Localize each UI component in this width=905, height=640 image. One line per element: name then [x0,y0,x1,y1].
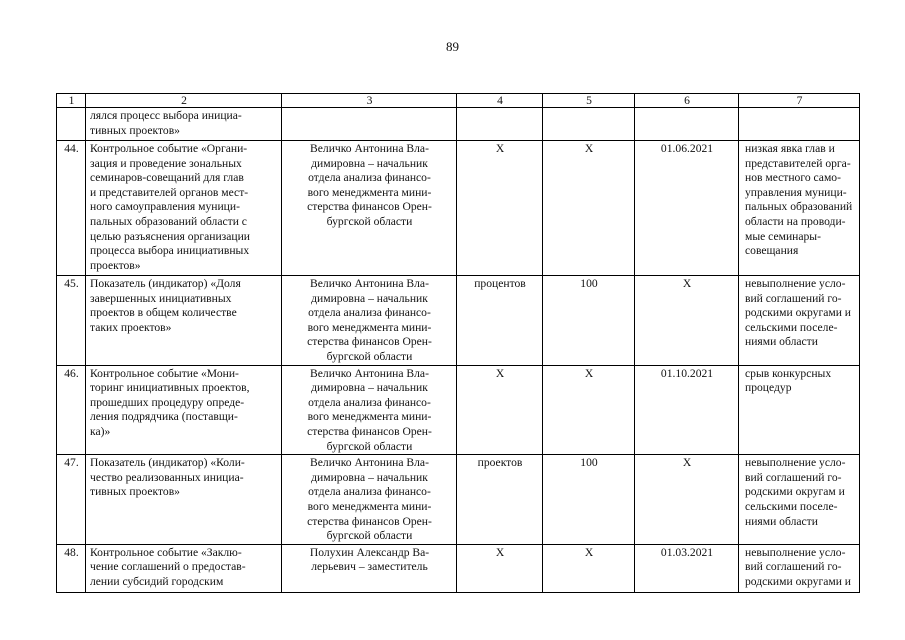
event-description: Показатель (индикатор) «Коли- чество реализованных инициа- тивных проектов» [86,455,282,545]
responsible-person: Величко Антонина Вла- димировна – начальник отдела анализа финансо- вого менеджмента мини- стерства финансов Орен- бургской области [282,141,457,276]
row-number: 47. [57,455,86,545]
table-row [57,455,860,545]
row-number: 46. [57,365,86,455]
header-cell-7: 7 [739,94,860,108]
risk-cell: срыв конкурсных процедур [739,365,860,455]
row-number: 44. [57,141,86,276]
page-number: 89 [446,39,459,54]
header-cell-4: 4 [457,94,543,108]
unit-cell: проектов [457,455,543,545]
date-cell: 01.06.2021 [635,141,739,276]
responsible-person: Величко Антонина Вла- димировна – начальник отдела анализа финансо- вого менеджмента мини- стерства финансов Орен- бургской области [282,365,457,455]
table-row [57,365,860,455]
table-row [57,141,860,276]
table-row [57,544,860,592]
date-cell: 01.03.2021 [635,544,739,592]
event-description: Контрольное событие «Мони- торинг инициативных проектов, прошедших процедуру опреде- ления подрядчика (поставщи- ка)» [86,365,282,455]
value-cell: X [543,544,635,592]
unit-cell: X [457,544,543,592]
table-row [57,276,860,366]
event-description: Контрольное событие «Органи- зация и проведение зональных семинаров-совещаний для глав и представителей органов мест- ного самоуправления муници- пальных образований области с целью разъяснения организации процесса выбора инициативных проектов» [86,141,282,276]
header-cell-6: 6 [635,94,739,108]
header-cell-5: 5 [543,94,635,108]
row-number: 45. [57,276,86,366]
event-description: Показатель (индикатор) «Доля завершенных инициативных проектов в общем количестве таких проектов» [86,276,282,366]
unit-cell: X [457,365,543,455]
unit-cell: процентов [457,276,543,366]
header-cell-3: 3 [282,94,457,108]
event-description: Контрольное событие «Заклю- чение соглашений о предостав- лении субсидий городским [86,544,282,592]
risk-cell [739,108,860,141]
value-cell: X [543,141,635,276]
row-number [57,108,86,141]
header-cell-1: 1 [57,94,86,108]
date-cell: X [635,455,739,545]
event-description: лялся процесс выбора инициа- тивных проектов» [86,108,282,141]
table-row [57,108,860,141]
header-cell-2: 2 [86,94,282,108]
plan-table [56,93,860,593]
row-number: 48. [57,544,86,592]
unit-cell [457,108,543,141]
risk-cell: невыполнение усло- вий соглашений го- родскими округам и сельскими поселе- ниями области [739,455,860,545]
value-cell [543,108,635,141]
value-cell: X [543,365,635,455]
header-row [57,94,860,108]
date-cell: 01.10.2021 [635,365,739,455]
responsible-person: Величко Антонина Вла- димировна – начальник отдела анализа финансо- вого менеджмента мини- стерства финансов Орен- бургской области [282,455,457,545]
date-cell [635,108,739,141]
risk-cell: низкая явка глав и представителей орга- нов местного само- управления муници- пальных образований области на проводи- мые семинары- совещания [739,141,860,276]
responsible-person [282,108,457,141]
risk-cell: невыполнение усло- вий соглашений го- родскими округами и [739,544,860,592]
risk-cell: невыполнение усло- вий соглашений го- родскими округами и сельскими поселе- ниями области [739,276,860,366]
responsible-person: Полухин Александр Ва- лерьевич – заместитель [282,544,457,592]
date-cell: X [635,276,739,366]
responsible-person: Величко Антонина Вла- димировна – начальник отдела анализа финансо- вого менеджмента мини- стерства финансов Орен- бургской области [282,276,457,366]
unit-cell: X [457,141,543,276]
value-cell: 100 [543,455,635,545]
value-cell: 100 [543,276,635,366]
